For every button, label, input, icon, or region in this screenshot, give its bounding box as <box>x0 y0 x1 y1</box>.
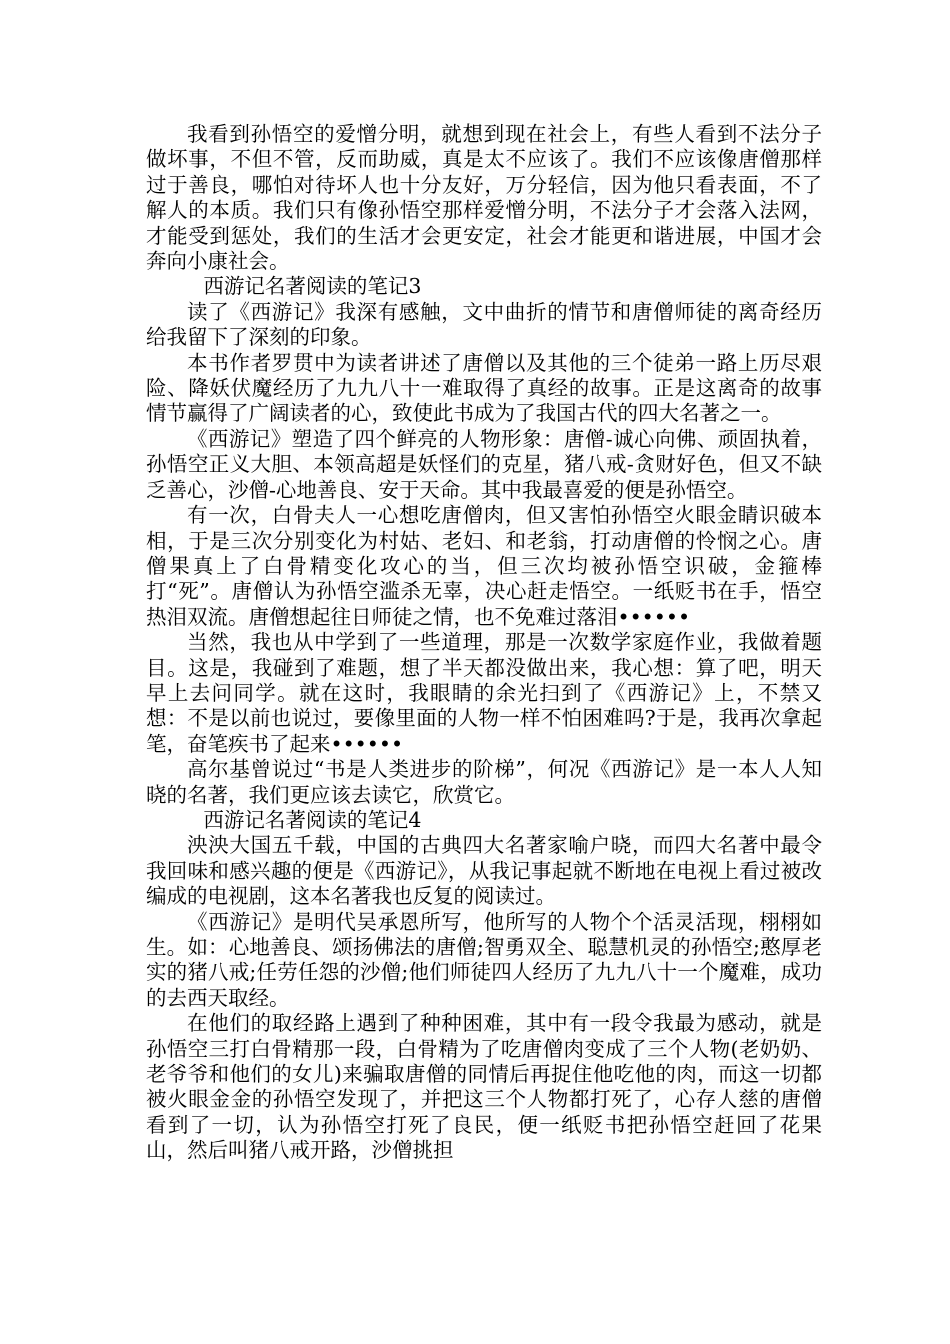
paragraph-white-bone: 有一次，白骨夫人一心想吃唐僧肉，但又害怕孙悟空火眼金睛识破本相，于是三次分别变化为村姑、老妇、和老翁，打动唐僧的怜悯之心。唐僧果真上了白骨精变化攻心的当，但三次均被孙悟空识破，金箍棒打“死”。唐僧认为孙悟空滥杀无辜，决心赶走悟空。一纸贬书在手，悟空热泪双流。唐僧想起往日师徒之情，也不免难过落泪•••••• <box>146 503 822 629</box>
document-body <box>146 122 822 1164</box>
section-heading-note-4: 西游记名著阅读的笔记4 <box>203 807 422 832</box>
paragraph-journey-difficulties: 在他们的取经路上遇到了种种困难，其中有一段令我最为感动，就是孙悟空三打白骨精那一段，白骨精为了吃唐僧肉变成了三个人物(老奶奶、老爷爷和他们的女儿)来骗取唐僧的同情后再捉住他吃他的肉，而这一切都被火眼金金的孙悟空发现了，并把这三个人物都打死了，心存人慈的唐僧看到了一切，认为孙悟空打死了良民，便一纸贬书把孙悟空赶回了花果山，然后叫猪八戒开路，沙僧挑担 <box>146 1011 822 1163</box>
paragraph-impression: 读了《西游记》我深有感触，文中曲折的情节和唐僧师徒的离奇经历给我留下了深刻的印象。 <box>146 299 822 350</box>
paragraph-gorky-quote: 高尔基曾说过“书是人类进步的阶梯”，何况《西游记》是一本人人知晓的名著，我们更应该去读它，欣赏它。 <box>146 757 822 807</box>
paragraph-author-story: 本书作者罗贯中为读者讲述了唐僧以及其他的三个徒弟一路上历尽艰险、降妖伏魔经历了九九八十一难取得了真经的故事。正是这离奇的故事情节赢得了广阔读者的心，致使此书成为了我国古代的四大名著之一。 <box>146 350 822 426</box>
paragraph-characters: 《西游记》塑造了四个鲜亮的人物形象：唐僧-诚心向佛、顽固执着，孙悟空正义大胆、本领高超是妖怪们的克星，猪八戒-贪财好色，但又不缺乏善心，沙僧-心地善良、安于天命。其中我最喜爱的便是孙悟空。 <box>146 426 822 502</box>
paragraph-wu-chengen: 《西游记》是明代吴承恩所写，他所写的人物个个活灵活现，栩栩如生。如：心地善良、颂扬佛法的唐僧;智勇双全、聪慧机灵的孙悟空;憨厚老实的猪八戒;任劳任怨的沙僧;他们师徒四人经历了九九八十一个魔难，成功的去西天取经。 <box>146 909 822 1010</box>
paragraph-four-classics: 泱泱大国五千载，中国的古典四大名著家喻户晓，而四大名著中最令我回味和感兴趣的便是《西游记》，从我记事起就不断地在电视上看过被改编成的电视剧，这本名著我也反复的阅读过。 <box>146 833 822 909</box>
paragraph-love-hate: 我看到孙悟空的爱憎分明，就想到现在社会上，有些人看到不法分子做坏事，不但不管，反而助威，真是太不应该了。我们不应该像唐僧那样过于善良，哪怕对待坏人也十分友好，万分轻信，因为他只看表面，不了解人的本质。我们只有像孙悟空那样爱憎分明，不法分子才会落入法网，才能受到惩处，我们的生活才会更安定，社会才能更和谐进展，中国才会奔向小康社会。 <box>146 122 822 274</box>
paragraph-homework: 当然，我也从中学到了一些道理，那是一次数学家庭作业，我做着题目。这是，我碰到了难题，想了半天都没做出来，我心想：算了吧，明天早上去问同学。就在这时，我眼睛的余光扫到了《西游记》上，不禁又想：不是以前也说过，要像里面的人物一样不怕困难吗?于是，我再次拿起笔，奋笔疾书了起来•••••• <box>146 630 822 756</box>
section-heading-note-3: 西游记名著阅读的笔记3 <box>203 274 422 299</box>
